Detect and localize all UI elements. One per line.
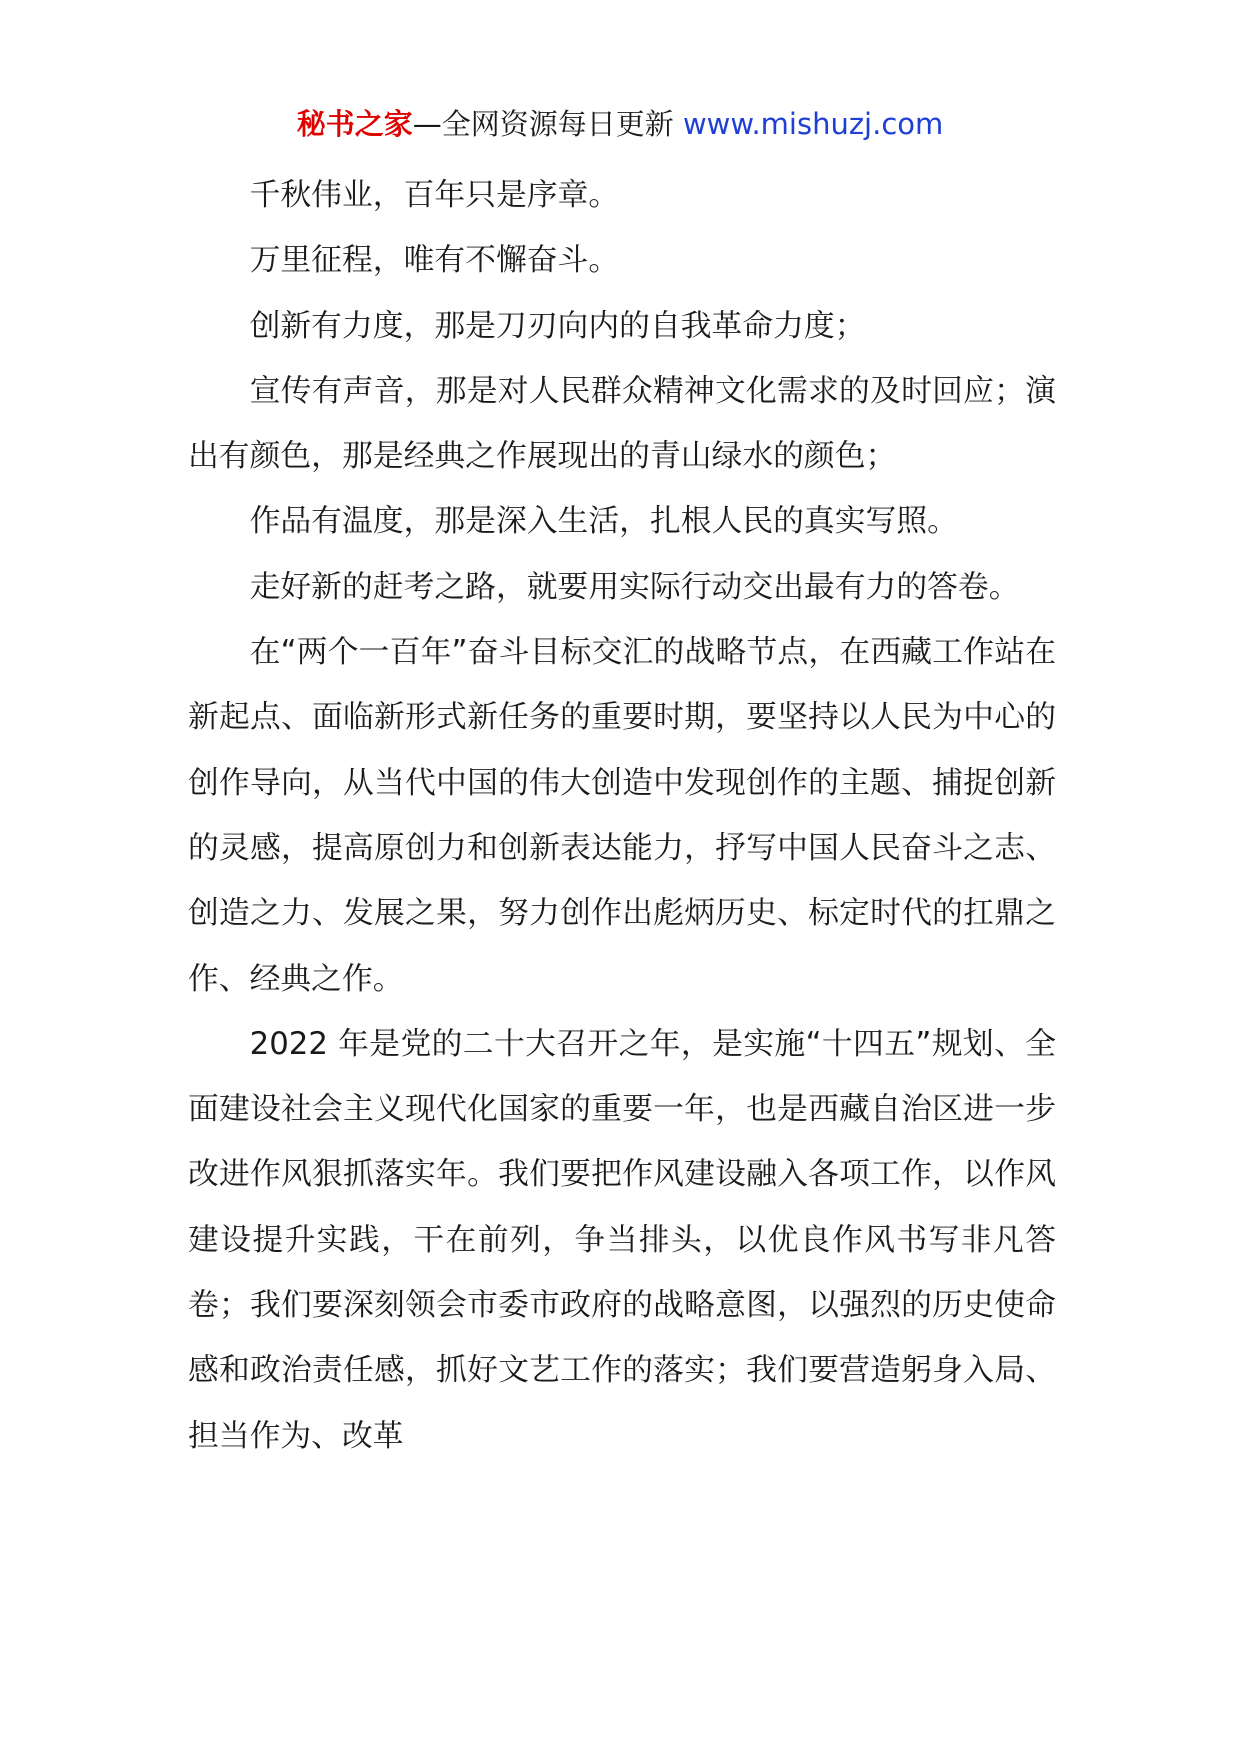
paragraph-1: 千秋伟业，百年只是序章。 bbox=[249, 177, 620, 213]
paragraph-4: 宣传有声音，那是对人民群众精神文化需求的及时回应；演出有颜色，那是经典之作展现出的青山绿水的颜色； bbox=[188, 372, 1056, 475]
paragraph-8: 2022 年是党的二十大召开之年，是实施“十四五”规划、全面建设社会主义现代化国家的重要一年，也是西藏自治区进一步改进作风狠抓落实年。我们要把作风建设融入各项工作，以作风建设提升实践，干在前列，争当排头，以优良作风书写非凡答卷；我们要深刻领会市委市政府的战略意图，以强烈的历史使命感和政治责任感，抓好文艺工作的落实；我们要营造躬身入局、担当作为、改革 bbox=[188, 1025, 1056, 1454]
paragraph-6: 走好新的赶考之路，就要用实际行动交出最有力的答卷。 bbox=[249, 568, 1020, 605]
paragraph-2: 万里征程，唯有不懈奋斗。 bbox=[249, 242, 620, 279]
paragraph-7: 在“两个一百年”奋斗目标交汇的战略节点，在西藏工作站在新起点、面临新形式新任务的重要时期，要坚持以人民为中心的创作导向，从当代中国的伟大创造中发现创作的主题、捕捉创新的灵感，提高原创力和创新表达能力，抒写中国人民奋斗之志、创造之力、发展之果，努力创作出彪炳历史、标定时代的扛鼎之作、经典之作。 bbox=[188, 634, 1056, 997]
site-url-link[interactable]: www.mishuzj.com bbox=[682, 107, 944, 141]
site-header bbox=[0, 104, 1240, 144]
site-tagline: —全网资源每日更新 bbox=[412, 107, 674, 141]
document-body bbox=[188, 163, 1056, 1469]
paragraph-5: 作品有温度，那是深入生活，扎根人民的真实写照。 bbox=[249, 503, 958, 540]
site-brand: 秘书之家 bbox=[296, 107, 413, 141]
paragraph-3: 创新有力度，那是刀刃向内的自我革命力度； bbox=[249, 307, 866, 344]
